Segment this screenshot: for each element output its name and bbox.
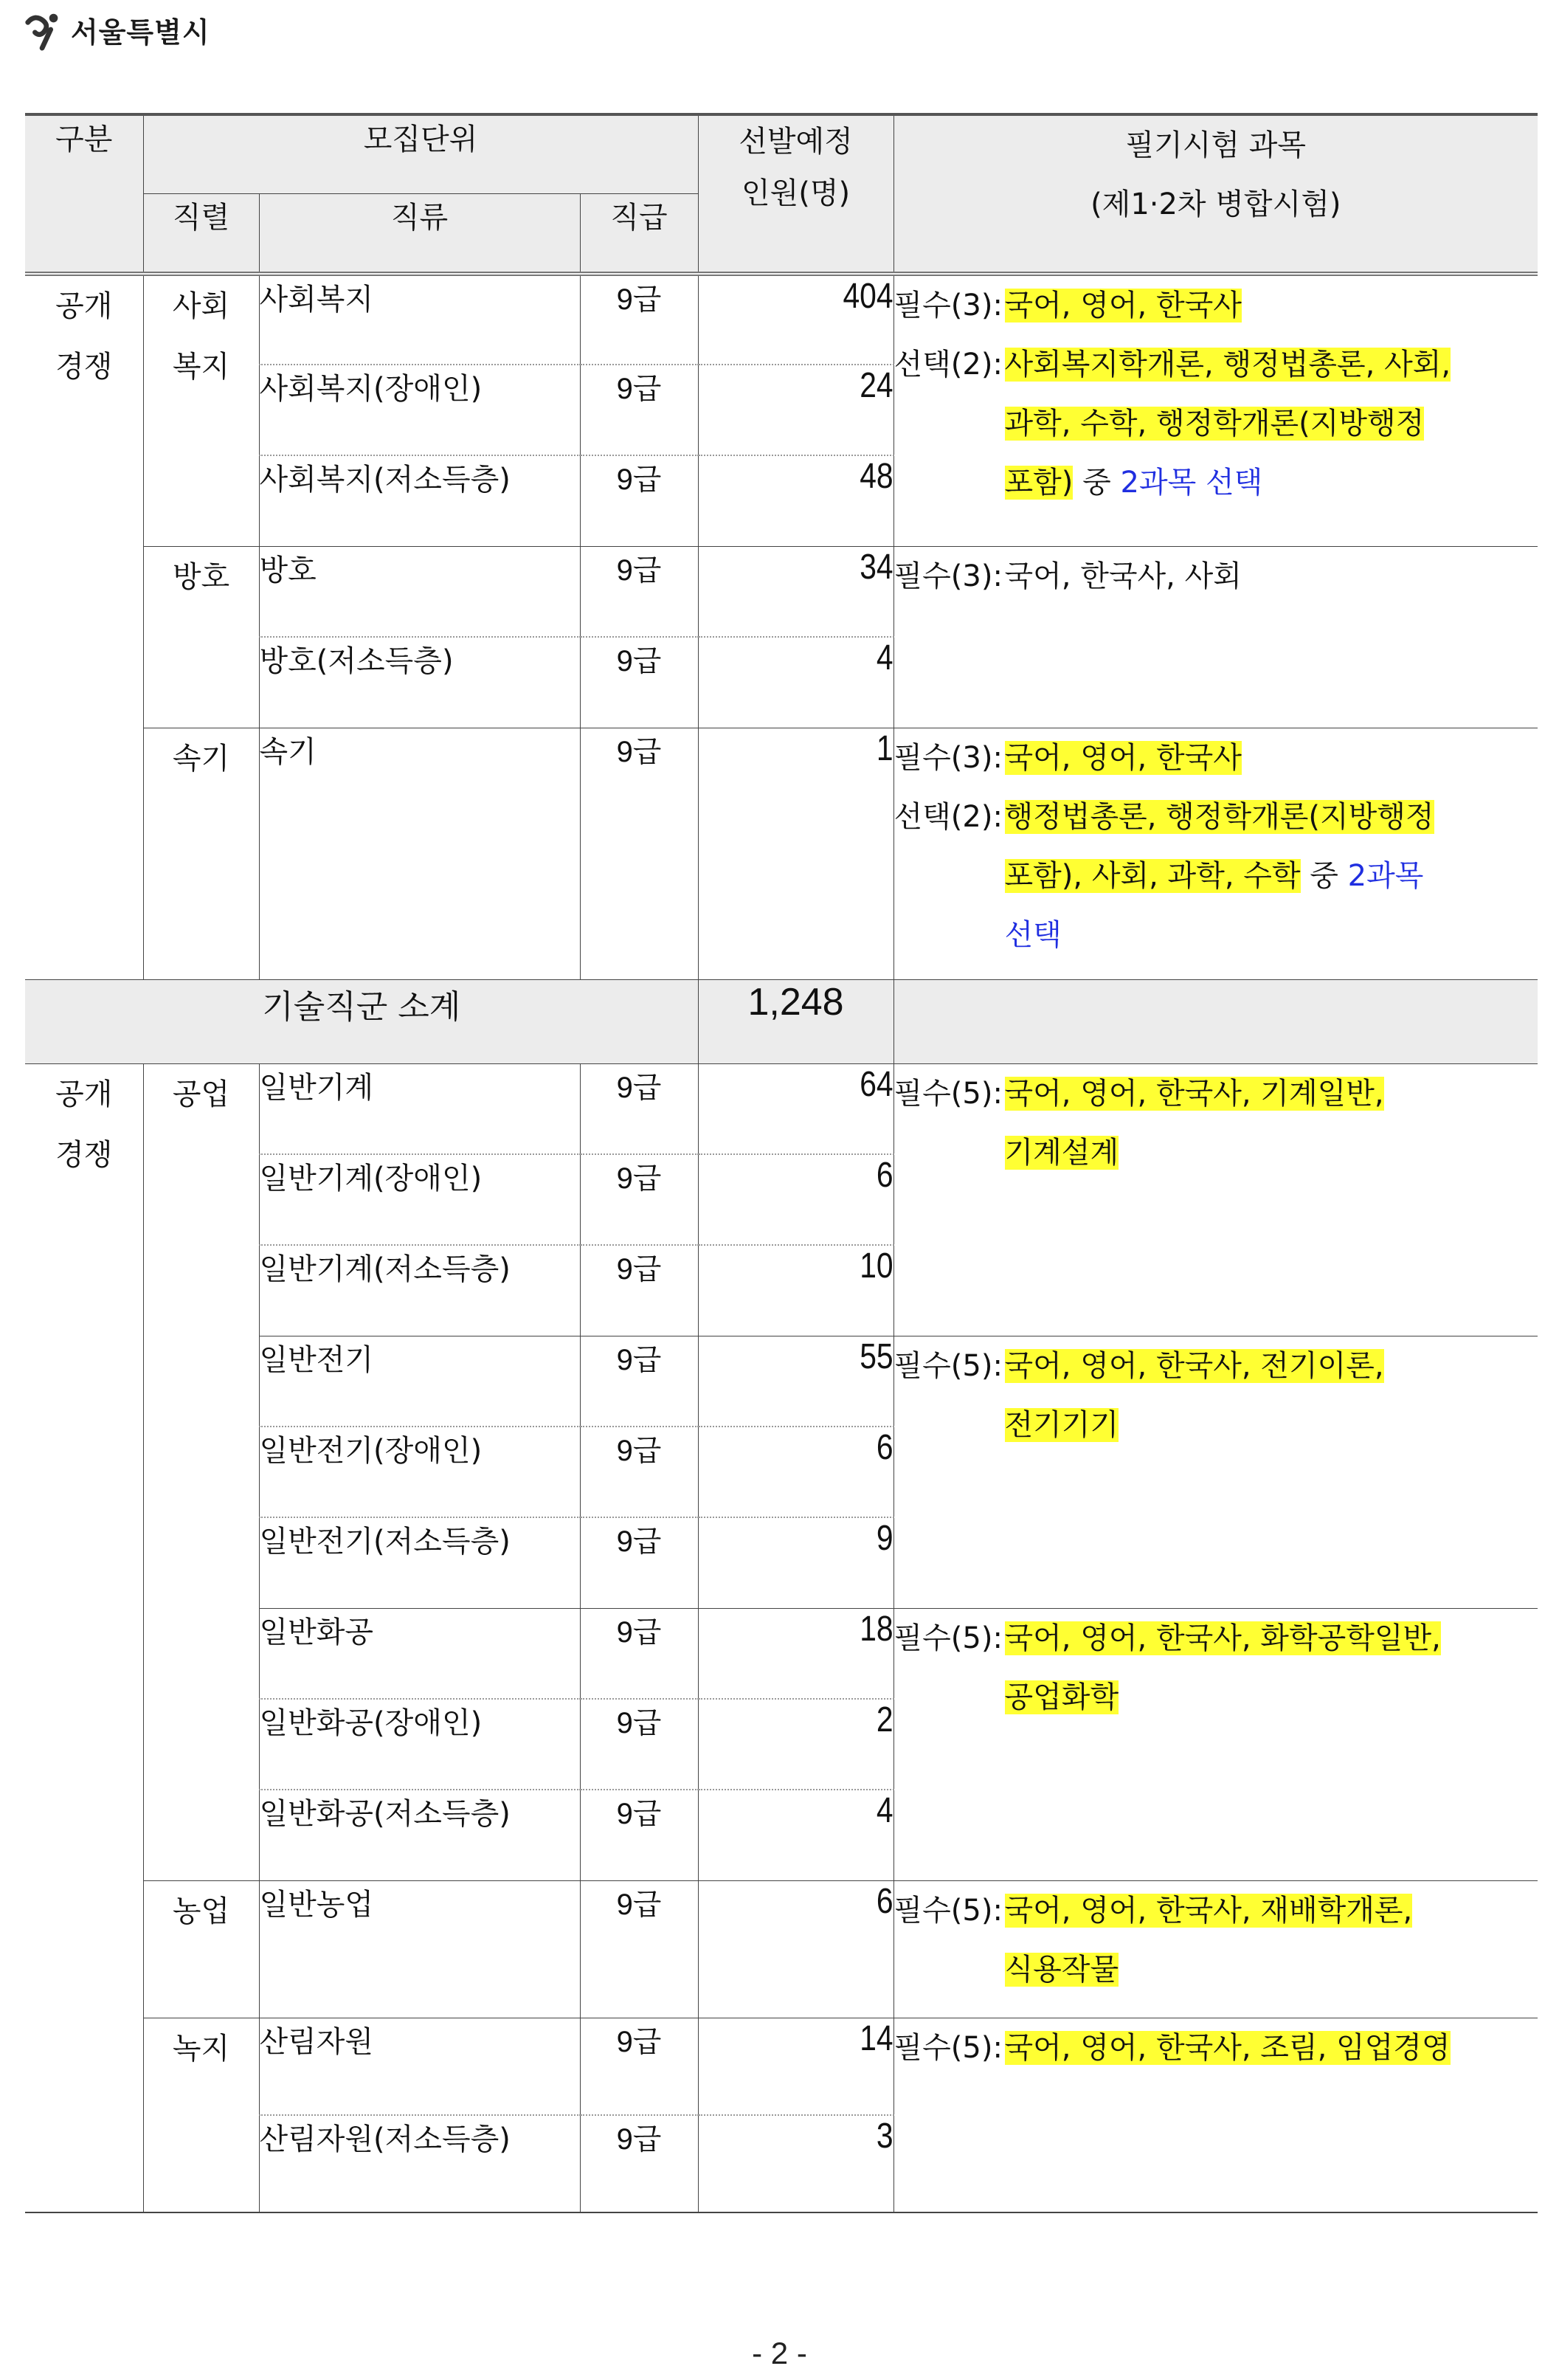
grade-cell: 9급 bbox=[580, 365, 698, 455]
series-line: 복지 bbox=[172, 350, 230, 384]
req-label: 필수(3): bbox=[893, 559, 1003, 593]
req-subjects: 기계설계 bbox=[1004, 1135, 1119, 1170]
grade-cell: 9급 bbox=[580, 728, 698, 979]
subjects-cell bbox=[893, 1880, 1538, 2018]
req-subjects: 전기기기 bbox=[1004, 1407, 1119, 1442]
series-cell: 녹지 bbox=[143, 2018, 259, 2212]
opt-connector: 중 bbox=[1073, 466, 1121, 500]
count-cell: 9 bbox=[727, 1517, 893, 1608]
subjects-cell bbox=[893, 1336, 1538, 1608]
opt-subjects: 포함) bbox=[1004, 466, 1074, 500]
job-cell: 일반기계(저소득층) bbox=[259, 1245, 580, 1336]
job-cell: 일반기계(장애인) bbox=[259, 1154, 580, 1245]
grade-cell: 9급 bbox=[580, 1790, 698, 1880]
req-subjects: 국어, 영어, 한국사, 재배학개론, bbox=[1004, 1893, 1413, 1928]
org-name: 서울특별시 bbox=[71, 15, 210, 49]
count-cell: 64 bbox=[727, 1063, 893, 1154]
count-cell: 3 bbox=[727, 2115, 893, 2212]
job-cell: 일반전기(장애인) bbox=[259, 1427, 580, 1517]
series-cell: 공업 bbox=[143, 1063, 259, 1880]
req-label: 필수(3): bbox=[893, 289, 1003, 322]
series-cell: 농업 bbox=[143, 1880, 259, 2018]
count-cell: 6 bbox=[727, 1880, 893, 2018]
count-cell: 6 bbox=[727, 1154, 893, 1245]
job-cell: 방호(저소득층) bbox=[259, 637, 580, 728]
series-cell: 속기 bbox=[143, 728, 259, 979]
req-subjects: 공업화학 bbox=[1004, 1680, 1119, 1714]
job-cell: 일반농업 bbox=[259, 1880, 580, 2018]
grade-cell: 9급 bbox=[580, 1608, 698, 1699]
job-cell: 산림자원 bbox=[259, 2018, 580, 2115]
count-cell: 55 bbox=[727, 1336, 893, 1427]
table-row bbox=[25, 546, 1538, 637]
count-cell: 4 bbox=[727, 637, 893, 728]
job-cell: 사회복지(장애인) bbox=[259, 365, 580, 455]
count-cell: 2 bbox=[727, 1699, 893, 1790]
req-subjects: 국어, 영어, 한국사, 기계일반, bbox=[1004, 1076, 1384, 1111]
count-cell: 48 bbox=[727, 455, 893, 546]
recruitment-table bbox=[25, 113, 1538, 2213]
count-cell: 4 bbox=[727, 1790, 893, 1880]
header-subjects bbox=[893, 114, 1538, 274]
opt-choice-note: 선택 bbox=[1004, 917, 1062, 952]
job-cell: 일반화공(저소득층) bbox=[259, 1790, 580, 1880]
table-row bbox=[25, 2018, 1538, 2115]
header-quota-line2: 인원(명) bbox=[741, 176, 851, 210]
gubun-line: 경쟁 bbox=[55, 350, 113, 384]
subjects-cell bbox=[893, 274, 1538, 546]
grade-cell: 9급 bbox=[580, 2018, 698, 2115]
header-quota-line1: 선발예정 bbox=[739, 125, 853, 159]
req-label: 필수(5): bbox=[893, 1621, 1003, 1655]
job-cell: 산림자원(저소득층) bbox=[259, 2115, 580, 2212]
opt-subjects: 사회복지학개론, 행정법총론, 사회, bbox=[1004, 348, 1451, 382]
job-cell: 속기 bbox=[259, 728, 580, 979]
subjects-cell bbox=[893, 1608, 1538, 1880]
subjects-cell bbox=[893, 1063, 1538, 1336]
series-line: 사회 bbox=[172, 289, 230, 323]
req-subjects: 국어, 한국사, 사회 bbox=[1004, 559, 1242, 593]
subjects-cell bbox=[893, 2018, 1538, 2212]
subtotal-empty bbox=[893, 979, 1538, 1063]
header-subjects-line2: (제1·2차 병합시험) bbox=[1090, 187, 1341, 221]
opt-label: 선택(2): bbox=[893, 799, 1003, 834]
gubun-line: 경쟁 bbox=[55, 1137, 113, 1172]
count-cell: 34 bbox=[727, 546, 893, 637]
grade-cell: 9급 bbox=[580, 1427, 698, 1517]
grade-cell: 9급 bbox=[580, 274, 698, 365]
req-label: 필수(5): bbox=[893, 1076, 1003, 1111]
job-cell: 방호 bbox=[259, 546, 580, 637]
opt-choice-note: 2과목 선택 bbox=[1120, 466, 1263, 500]
series-cell bbox=[143, 274, 259, 546]
subtotal-label: 기술직군 소계 bbox=[25, 979, 698, 1063]
opt-connector: 중 bbox=[1300, 858, 1348, 893]
header-recruit-unit: 모집단위 bbox=[143, 114, 698, 194]
header-series: 직렬 bbox=[143, 194, 259, 275]
req-subjects: 국어, 영어, 한국사 bbox=[1004, 289, 1242, 322]
table-row bbox=[25, 274, 1538, 365]
grade-cell: 9급 bbox=[580, 2115, 698, 2212]
job-cell: 일반전기(저소득층) bbox=[259, 1517, 580, 1608]
grade-cell: 9급 bbox=[580, 546, 698, 637]
header-subjects-line1: 필기시험 과목 bbox=[1125, 128, 1307, 162]
grade-cell: 9급 bbox=[580, 1699, 698, 1790]
seoul-logo-icon bbox=[22, 8, 65, 51]
req-label: 필수(3): bbox=[893, 740, 1003, 775]
req-subjects: 국어, 영어, 한국사, 조림, 임업경영 bbox=[1004, 2030, 1451, 2065]
req-subjects: 식용작물 bbox=[1004, 1952, 1119, 1987]
req-subjects: 국어, 영어, 한국사, 화학공학일반, bbox=[1004, 1621, 1441, 1655]
header-quota bbox=[698, 114, 893, 274]
gubun-cell bbox=[25, 274, 143, 979]
count-cell: 10 bbox=[727, 1245, 893, 1336]
table-row bbox=[25, 1880, 1538, 2018]
grade-cell: 9급 bbox=[580, 1336, 698, 1427]
count-cell: 24 bbox=[727, 365, 893, 455]
page-number: - 2 - bbox=[752, 2336, 807, 2370]
grade-cell: 9급 bbox=[580, 1063, 698, 1154]
subjects-cell bbox=[893, 546, 1538, 728]
table-row bbox=[25, 728, 1538, 979]
subjects-cell bbox=[893, 728, 1538, 979]
opt-subjects: 과학, 수학, 행정학개론(지방행정 bbox=[1004, 407, 1425, 441]
header-job: 직류 bbox=[259, 194, 580, 275]
header-gubun: 구분 bbox=[25, 114, 143, 274]
opt-subjects: 행정법총론, 행정학개론(지방행정 bbox=[1004, 799, 1434, 834]
job-cell: 일반화공 bbox=[259, 1608, 580, 1699]
grade-cell: 9급 bbox=[580, 1880, 698, 2018]
grade-cell: 9급 bbox=[580, 1517, 698, 1608]
gubun-cell bbox=[25, 1063, 143, 2212]
count-cell: 6 bbox=[727, 1427, 893, 1517]
opt-choice-note: 2과목 bbox=[1347, 858, 1424, 893]
gubun-line: 공개 bbox=[55, 289, 113, 323]
grade-cell: 9급 bbox=[580, 1245, 698, 1336]
job-cell: 일반기계 bbox=[259, 1063, 580, 1154]
count-cell: 404 bbox=[727, 274, 893, 365]
table-row bbox=[25, 1063, 1538, 1154]
req-subjects: 국어, 영어, 한국사 bbox=[1004, 740, 1242, 775]
req-label: 필수(5): bbox=[893, 1348, 1003, 1383]
req-label: 필수(5): bbox=[893, 2030, 1003, 2065]
gubun-line: 공개 bbox=[55, 1077, 113, 1111]
job-cell: 일반전기 bbox=[259, 1336, 580, 1427]
count-cell: 18 bbox=[727, 1608, 893, 1699]
count-cell: 1 bbox=[727, 728, 893, 979]
req-subjects: 국어, 영어, 한국사, 전기이론, bbox=[1004, 1348, 1384, 1383]
req-label: 필수(5): bbox=[893, 1893, 1003, 1928]
job-cell: 사회복지(저소득층) bbox=[259, 455, 580, 546]
header-grade: 직급 bbox=[580, 194, 698, 275]
grade-cell: 9급 bbox=[580, 637, 698, 728]
subtotal-row bbox=[25, 979, 1538, 1063]
grade-cell: 9급 bbox=[580, 455, 698, 546]
opt-label: 선택(2): bbox=[893, 348, 1003, 382]
job-cell: 사회복지 bbox=[259, 274, 580, 365]
count-cell: 14 bbox=[727, 2018, 893, 2115]
series-cell: 방호 bbox=[143, 546, 259, 728]
opt-subjects: 포함), 사회, 과학, 수학 bbox=[1004, 858, 1301, 893]
seoul-logo bbox=[22, 7, 210, 52]
grade-cell: 9급 bbox=[580, 1154, 698, 1245]
subtotal-value: 1,248 bbox=[698, 979, 893, 1063]
job-cell: 일반화공(장애인) bbox=[259, 1699, 580, 1790]
